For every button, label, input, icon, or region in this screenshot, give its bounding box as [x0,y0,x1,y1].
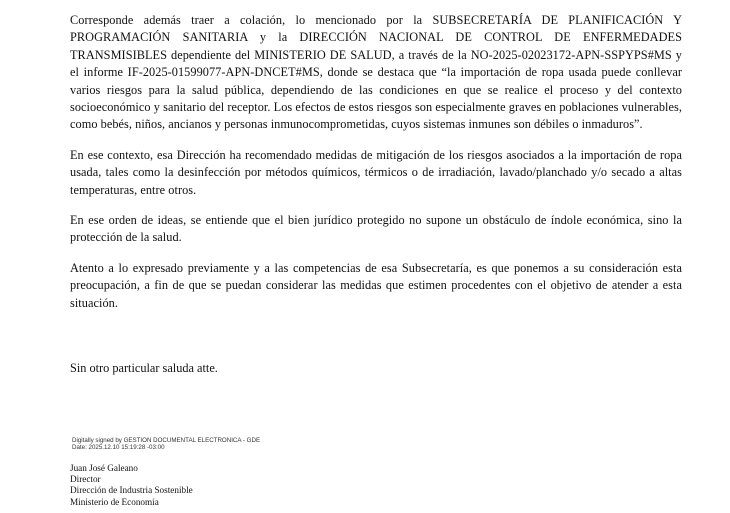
signer-title: Director [70,474,101,485]
signer-office: Dirección de Industria Sostenible [70,485,193,496]
paragraph-orden-ideas: En ese orden de ideas, se entiende que el bien jurídico protegido no supone un obstáculo de índole económica, sino la protección de la salud. [70,213,682,245]
signer-name: Juan José Galeano [70,463,138,473]
closing-line: Sin otro particular saluda atte. [70,361,218,375]
signer-ministry: Ministerio de Economía [70,496,159,507]
digital-signature-date: Date: 2025.12.10 15:19:28 -03:00 [72,444,165,451]
signer-block [70,463,193,508]
paragraph-colacion: Corresponde además traer a colación, lo mencionado por la SUBSECRETARÍA DE PLANIFICACIÓN Y PROGRAMACIÓN SANITARIA y la DIRECCIÓN NACIONAL DE CONTROL DE ENFERMEDADES TRANSMISIBLES dependiente del MINISTERIO DE SALUD, a través de la NO-2025-02023172-APN-SSPYPS#MS y el informe IF-2025-01599077-APN-DNCET#MS, donde se destaca que “la importación de ropa usada puede conllevar varios riesgos para la salud pública, dependiendo de las condiciones en que se realice el proceso y del contexto socioeconómico y sanitario del receptor. Los efectos de estos riesgos son especialmente graves en poblaciones vulnerables, como bebés, niños, ancianos y personas inmunocomprometidas, cuyos sistemas inmunes son débiles o inmaduros”. [70,13,682,132]
digital-signature-stamp [72,437,260,451]
paragraph-atento: Atento a lo expresado previamente y a las competencias de esa Subsecretaría, es que ponemos a su consideración esta preocupación, a fin de que se puedan considerar las medidas que estimen procedentes con el objetivo de atender a esta situación. [70,260,682,310]
document-body [70,12,682,325]
digital-signature-line: Digitally signed by GESTION DOCUMENTAL ELECTRONICA - GDE [72,437,261,444]
paragraph-contexto: En ese contexto, esa Dirección ha recomendado medidas de mitigación de los riesgos asociados a la importación de ropa usada, tales como la desinfección por métodos químicos, térmicos o de irradiación, lavado/planchado y/o secado a altas temperaturas, entre otros. [70,147,682,197]
